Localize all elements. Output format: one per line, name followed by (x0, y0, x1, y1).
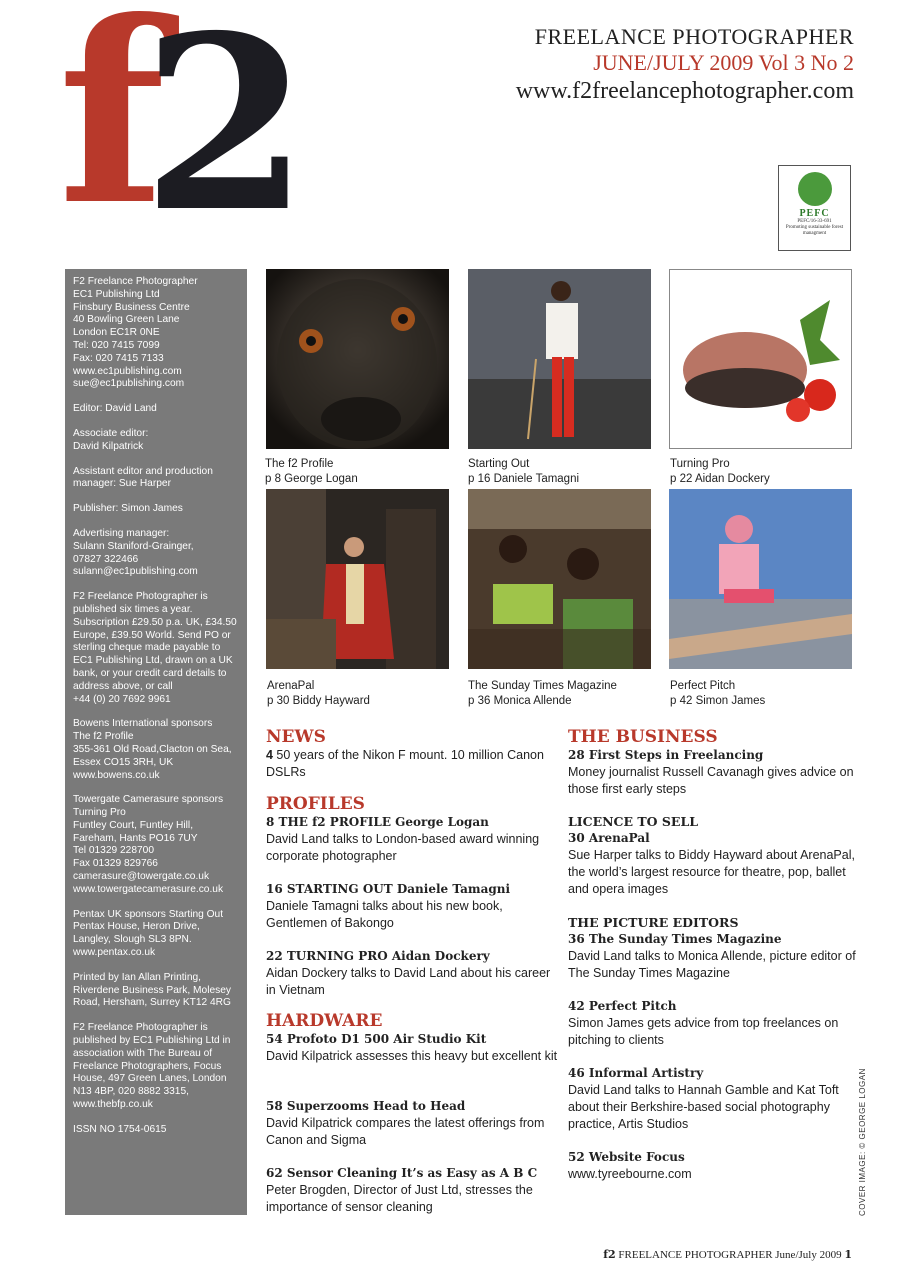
sponsor-pentax: Pentax UK sponsors Starting Out Pentax House, Heron Drive, Langley, Slough SL3 8PN. www.pentax.co.uk (73, 908, 224, 959)
business-entry (568, 998, 860, 1049)
photo-perfect-pitch (669, 489, 852, 669)
entry-desc: Peter Brogden, Director of Just Ltd, stresses the importance of sensor cleaning (266, 1183, 533, 1214)
news-text: 50 years of the Nikon F mount. 10 million Canon DSLRs (266, 748, 544, 779)
business-entry (568, 747, 860, 798)
entry-title: 54 Profoto D1 500 Air Studio Kit (266, 1032, 487, 1046)
caption-line: p 22 Aidan Dockery (670, 472, 770, 485)
entry-desc: David Kilpatrick compares the latest offerings from Canon and Sigma (266, 1116, 545, 1147)
pefc-code: PEFC/16-33-691 (797, 219, 832, 224)
profile-entry (266, 881, 558, 932)
editor-credit: Editor: David Land (73, 403, 157, 415)
issue-info: JUNE/JULY 2009 Vol 3 No 2 (593, 50, 854, 75)
photo-sunday-times (468, 489, 651, 669)
caption-line: p 30 Biddy Hayward (267, 694, 370, 707)
publisher-address: F2 Freelance Photographer EC1 Publishing Ltd Finsbury Business Centre 40 Bowling Green Lane London EC1R 0NE Tel: 020 7415 7099 Fax: 020 7415 7133 www.ec1publishing.com sue@ec1publishing.com (73, 276, 198, 390)
entry-title: 30 ArenaPal (568, 831, 650, 845)
entry-title: 8 THE f2 PROFILE George Logan (266, 815, 489, 829)
profile-entry (266, 948, 558, 999)
business-entry (568, 931, 860, 982)
issn: ISSN NO 1754-0615 (73, 1123, 167, 1135)
business-entry (568, 1065, 860, 1133)
entry-desc: David Land talks to London-based award winning corporate photographer (266, 832, 540, 863)
caption-profile (265, 457, 358, 486)
caption-line: p 42 Simon James (670, 694, 766, 707)
caption-line: p 16 Daniele Tamagni (468, 472, 580, 485)
sponsor-towergate: Towergate Camerasure sponsors Turning Pro Funtley Court, Funtley Hill, Fareham, Hants PO16 7UY Tel 01329 228700 Fax 01329 829766 camerasure@towergate.co.uk www.towergatecamerasure.co.uk (73, 794, 224, 895)
entry-title: 28 First Steps in Freelancing (568, 748, 764, 762)
entry-desc: David Kilpatrick assesses this heavy but excellent kit (266, 1049, 558, 1063)
caption-line: p 8 George Logan (265, 472, 358, 485)
entry-title: 22 TURNING PRO Aidan Dockery (266, 949, 490, 963)
footer-text: FREELANCE PHOTOGRAPHER June/July 2009 (615, 1249, 845, 1261)
pefc-tree-icon (798, 172, 832, 206)
section-profiles: PROFILES (266, 794, 365, 814)
caption-line: Perfect Pitch (670, 680, 736, 692)
caption-line: The f2 Profile (265, 458, 334, 470)
entry-title: 52 Website Focus (568, 1150, 685, 1164)
entry-title: 46 Informal Artistry (568, 1066, 704, 1080)
caption-arenapal (267, 679, 370, 708)
assistant-editor-credit: Assistant editor and production manager: Sue Harper (73, 465, 213, 490)
hardware-entry (266, 1031, 558, 1065)
photo-arenapal (266, 489, 449, 669)
website-url: www.f2freelancephotographer.com (515, 78, 854, 104)
photo-turning-pro (669, 269, 852, 449)
caption-starting-out (468, 457, 579, 486)
profile-entry (266, 814, 558, 865)
page-number: 1 (844, 1248, 852, 1261)
masthead-sidebar (65, 269, 247, 1215)
entry-desc: Money journalist Russell Cavanagh gives advice on those first early steps (568, 765, 854, 796)
entry-desc: David Land talks to Hannah Gamble and Kat Toft about their Berkshire-based social photography practice, Artis Studios (568, 1083, 839, 1131)
printer-info: Printed by Ian Allan Printing, Riverdene Business Park, Molesey Road, Hersham, Surrey KT12 4RG (73, 971, 231, 1009)
photo-gorilla (266, 269, 449, 449)
entry-title: 62 Sensor Cleaning It’s as Easy as A B C (266, 1166, 538, 1180)
entry-desc: Sue Harper talks to Biddy Hayward about ArenaPal, the world’s largest resource for theatre, pop, ballet and opera images (568, 848, 855, 896)
caption-turning-pro (670, 457, 770, 486)
pefc-name: PEFC (799, 208, 830, 219)
subsection-licence: LICENCE TO SELL (568, 814, 699, 829)
business-entry (568, 830, 860, 898)
masthead (516, 24, 854, 106)
entry-title: 42 Perfect Pitch (568, 999, 677, 1013)
entry-title: 36 The Sunday Times Magazine (568, 932, 782, 946)
business-entry (568, 1149, 860, 1183)
sponsor-bowens: Bowens International sponsors The f2 Profile 355-361 Old Road,Clacton on Sea, Essex CO15 3RH, UK www.bowens.co.uk (73, 718, 232, 781)
pefc-tag: Promoting sustainable forest managment (785, 225, 844, 236)
caption-perfect-pitch (670, 679, 765, 708)
entry-desc: Simon James gets advice from top freelances on pitching to clients (568, 1016, 839, 1047)
publisher-credit: Publisher: Simon James (73, 503, 183, 515)
section-news: NEWS (266, 727, 326, 747)
entry-desc: www.tyreebourne.com (568, 1167, 692, 1181)
hardware-entry (266, 1098, 558, 1149)
news-entry (266, 747, 558, 781)
caption-line: Starting Out (468, 458, 530, 470)
caption-sunday-times (468, 679, 617, 708)
logo-f: f (58, 0, 156, 260)
cover-image-credit: COVER IMAGE: © GEORGE LOGAN (858, 1068, 867, 1216)
footer-brand: f2 (603, 1248, 616, 1261)
entry-title: 58 Superzooms Head to Head (266, 1099, 466, 1113)
news-page: 4 (266, 748, 273, 762)
subscription-info: F2 Freelance Photographer is published six times a year. Subscription £29.50 p.a. UK, £34.50 Europe, £39.50 World. Send PO or sterling cheque made payable to EC1 Publishing Ltd, drawn on a UK bank, or your credit card details to address above, or call +44 (0) 20 7692 9961 (73, 591, 237, 705)
caption-line: Turning Pro (670, 458, 730, 470)
entry-desc: David Land talks to Monica Allende, picture editor of The Sunday Times Magazine (568, 949, 856, 980)
section-business: THE BUSINESS (568, 727, 718, 747)
section-hardware: HARDWARE (266, 1011, 383, 1031)
photo-starting-out (468, 269, 651, 449)
advertising-credit: Advertising manager: Sulann Staniford-Grainger, 07827 322466 sulann@ec1publishing.com (73, 527, 198, 578)
magazine-title: FREELANCE PHOTOGRAPHER (534, 24, 854, 49)
subsection-picture-editors: THE PICTURE EDITORS (568, 915, 739, 930)
f2-logo (58, 0, 309, 265)
caption-line: ArenaPal (267, 680, 315, 692)
entry-title: 16 STARTING OUT Daniele Tamagni (266, 882, 511, 896)
entry-desc: Aidan Dockery talks to David Land about his career in Vietnam (266, 966, 551, 997)
page-footer (603, 1248, 852, 1261)
associate-editor-credit: Associate editor: David Kilpatrick (73, 427, 149, 452)
bureau-info: F2 Freelance Photographer is published by EC1 Publishing Ltd in association with The Bureau of Freelance Photographers, Focus House, 497 Green Lanes, London N13 4BP, 020 8882 3315, www.thebfp.co.uk (73, 1022, 231, 1111)
pefc-logo (778, 165, 851, 251)
hardware-entry (266, 1165, 558, 1216)
logo-2: 2 (142, 0, 309, 265)
caption-line: The Sunday Times Magazine (468, 680, 617, 692)
entry-desc: Daniele Tamagni talks about his new book, Gentlemen of Bakongo (266, 899, 503, 930)
caption-line: p 36 Monica Allende (468, 694, 572, 707)
